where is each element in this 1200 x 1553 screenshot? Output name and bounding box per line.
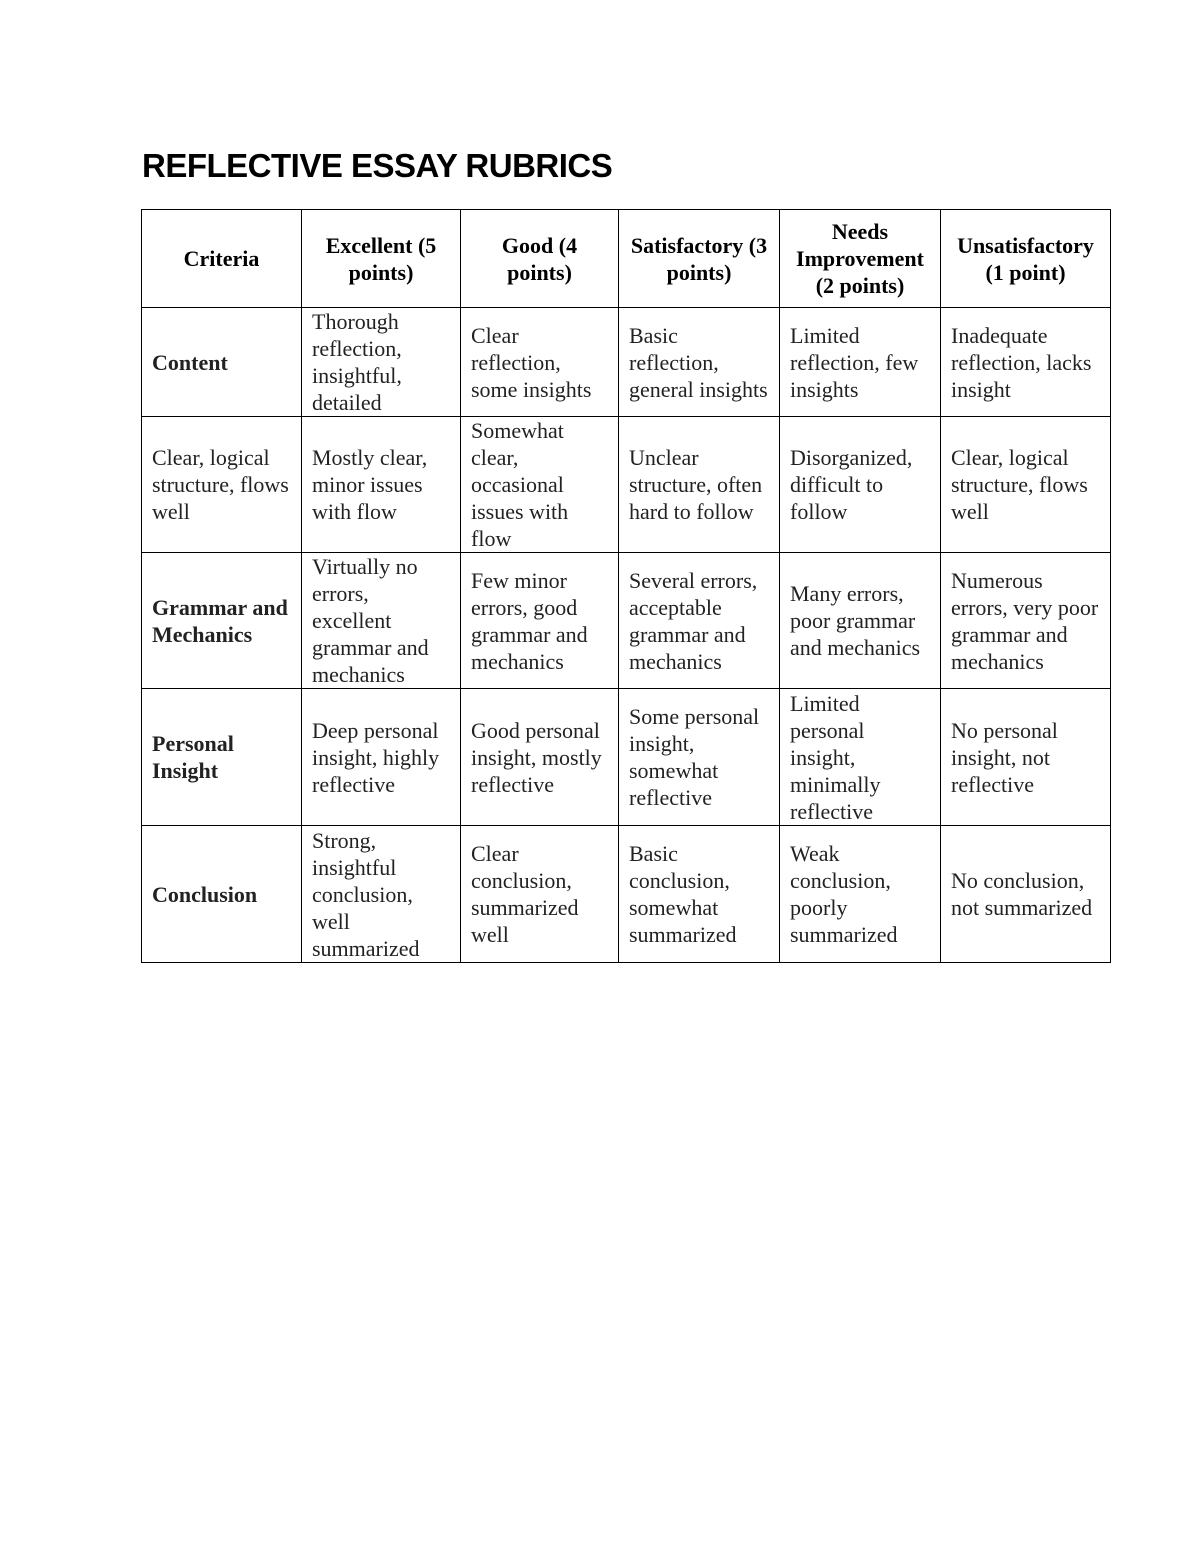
table-cell: Several errors, acceptable grammar and mechanics (619, 553, 780, 689)
table-cell: No conclusion, not summarized (941, 826, 1111, 963)
table-cell: Inadequate reflection, lacks insight (941, 308, 1111, 417)
table-cell: Basic conclusion, somewhat summarized (619, 826, 780, 963)
table-cell: Thorough reflection, insightful, detailed (302, 308, 461, 417)
header-satisfactory: Satisfactory (3 points) (619, 210, 780, 308)
table-cell: Few minor errors, good grammar and mechanics (461, 553, 619, 689)
table-row (142, 553, 1111, 689)
table-cell: Mostly clear, minor issues with flow (302, 417, 461, 553)
table-cell: Weak conclusion, poorly summarized (780, 826, 941, 963)
criterion-cell: Personal Insight (142, 689, 302, 826)
table-cell: Many errors, poor grammar and mechanics (780, 553, 941, 689)
table-cell: Strong, insightful conclusion, well summarized (302, 826, 461, 963)
page-title: REFLECTIVE ESSAY RUBRICS (142, 147, 613, 184)
criterion-cell: Content (142, 308, 302, 417)
table-cell: Unclear structure, often hard to follow (619, 417, 780, 553)
table-cell: Limited reflection, few insights (780, 308, 941, 417)
table-cell: Clear, logical structure, flows well (941, 417, 1111, 553)
rubric-table (141, 209, 1111, 963)
criterion-cell: Clear, logical structure, flows well (142, 417, 302, 553)
header-criteria: Criteria (142, 210, 302, 308)
header-good: Good (4 points) (461, 210, 619, 308)
table-cell: Clear conclusion, summarized well (461, 826, 619, 963)
table-row (142, 417, 1111, 553)
table-cell: No personal insight, not reflective (941, 689, 1111, 826)
header-excellent: Excellent (5 points) (302, 210, 461, 308)
table-row (142, 689, 1111, 826)
table-cell: Some personal insight, somewhat reflective (619, 689, 780, 826)
table-cell: Limited personal insight, minimally reflective (780, 689, 941, 826)
table-cell: Virtually no errors, excellent grammar and mechanics (302, 553, 461, 689)
criterion-cell: Grammar and Mechanics (142, 553, 302, 689)
table-row (142, 826, 1111, 963)
table-cell: Good personal insight, mostly reflective (461, 689, 619, 826)
header-unsatisfactory: Unsatisfactory (1 point) (941, 210, 1111, 308)
table-row (142, 308, 1111, 417)
table-cell: Basic reflection, general insights (619, 308, 780, 417)
table-cell: Disorganized, difficult to follow (780, 417, 941, 553)
table-cell: Numerous errors, very poor grammar and mechanics (941, 553, 1111, 689)
table-cell: Deep personal insight, highly reflective (302, 689, 461, 826)
table-cell: Somewhat clear, occasional issues with flow (461, 417, 619, 553)
table-cell: Clear reflection, some insights (461, 308, 619, 417)
header-needs-improvement: Needs Improvement (2 points) (780, 210, 941, 308)
header-row (142, 210, 1111, 308)
criterion-cell: Conclusion (142, 826, 302, 963)
